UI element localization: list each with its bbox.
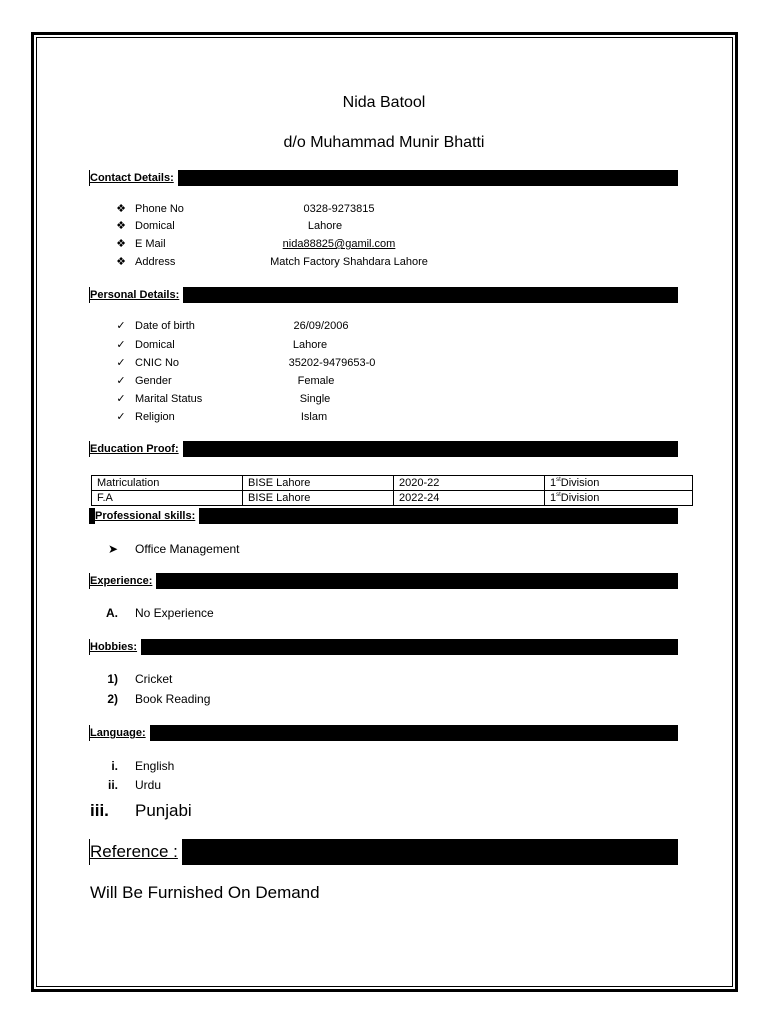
- contact-value: 0328-9273815: [303, 203, 375, 215]
- personal-label: CNIC No: [135, 357, 180, 369]
- diamond-bullet-icon: ❖: [116, 256, 126, 268]
- personal-value: Female: [297, 375, 335, 387]
- language-text: Punjabi: [135, 801, 192, 820]
- diamond-bullet-icon: ❖: [116, 238, 126, 250]
- list-marker: A.: [106, 606, 118, 620]
- list-item: [90, 690, 390, 708]
- personal-section-title: Personal Details:: [90, 287, 183, 303]
- contact-label: Address: [135, 256, 176, 268]
- personal-value: 35202-9479653-0: [288, 357, 376, 369]
- personal-value: Islam: [300, 411, 328, 423]
- experience-text: No Experience: [135, 606, 214, 620]
- contact-label: Domical: [135, 220, 175, 232]
- table-row: [92, 491, 693, 506]
- list-item: [90, 799, 390, 823]
- list-item: [90, 757, 390, 775]
- personal-value: Single: [299, 393, 331, 405]
- checkmark-bullet-icon: ✓: [116, 375, 126, 387]
- diamond-bullet-icon: ❖: [116, 203, 126, 215]
- personal-label: Religion: [135, 411, 175, 423]
- hobbies-section-title: Hobbies:: [90, 639, 141, 655]
- checkmark-bullet-icon: ✓: [116, 411, 126, 423]
- experience-section-bar: [89, 573, 678, 589]
- reference-section-title: Reference :: [90, 839, 182, 865]
- language-section-bar: [89, 725, 678, 741]
- personal-value: 26/09/2006: [293, 320, 349, 332]
- list-item: [90, 540, 390, 558]
- experience-section-title: Experience:: [90, 573, 156, 589]
- list-marker: ii.: [107, 778, 118, 792]
- personal-label: Domical: [135, 339, 175, 351]
- arrow-bullet-icon: ➤: [107, 542, 118, 556]
- education-table: [91, 475, 693, 506]
- board-cell: BISE Lahore: [243, 476, 394, 491]
- list-marker: i.: [111, 759, 118, 773]
- hobbies-section-bar: [89, 639, 678, 655]
- skills-section-title: Professional skills:: [95, 508, 199, 524]
- checkmark-bullet-icon: ✓: [116, 357, 126, 369]
- list-item: [90, 670, 390, 688]
- language-text: Urdu: [135, 778, 162, 792]
- degree-cell: Matriculation: [92, 476, 243, 491]
- email-link[interactable]: nida88825@gamil.com: [282, 238, 396, 250]
- contact-value: Match Factory Shahdara Lahore: [270, 256, 428, 268]
- hobby-text: Cricket: [135, 672, 173, 686]
- contact-label: E Mail: [135, 238, 166, 250]
- checkmark-bullet-icon: ✓: [116, 339, 126, 351]
- division-cell: 1stDivision: [545, 476, 693, 491]
- session-cell: 2022-24: [394, 491, 545, 506]
- checkmark-bullet-icon: ✓: [116, 393, 126, 405]
- candidate-parent: d/o Muhammad Munir Bhatti: [283, 134, 485, 151]
- skill-text: Office Management: [135, 542, 240, 556]
- education-section-title: Education Proof:: [90, 441, 183, 457]
- contact-value: Lahore: [307, 220, 343, 232]
- personal-label: Date of birth: [135, 320, 195, 332]
- contact-label: Phone No: [135, 203, 184, 215]
- division-cell: 1stDivision: [545, 491, 693, 506]
- table-row: [92, 476, 693, 491]
- language-text: English: [135, 759, 175, 773]
- contact-section-title: Contact Details:: [90, 170, 178, 186]
- personal-label: Gender: [135, 375, 172, 387]
- board-cell: BISE Lahore: [243, 491, 394, 506]
- degree-cell: F.A: [92, 491, 243, 506]
- list-item: [90, 776, 390, 794]
- reference-text: Will Be Furnished On Demand: [90, 883, 320, 902]
- diamond-bullet-icon: ❖: [116, 220, 126, 232]
- hobby-text: Book Reading: [135, 692, 211, 706]
- session-cell: 2020-22: [394, 476, 545, 491]
- language-section-title: Language:: [90, 725, 150, 741]
- list-marker: iii.: [90, 801, 109, 820]
- list-item: [90, 604, 390, 622]
- personal-label: Marital Status: [135, 393, 203, 405]
- list-marker: 2): [107, 692, 118, 706]
- personal-value: Lahore: [292, 339, 328, 351]
- list-marker: 1): [107, 672, 118, 686]
- checkmark-bullet-icon: ✓: [116, 320, 126, 332]
- candidate-name: Nida Batool: [342, 94, 426, 111]
